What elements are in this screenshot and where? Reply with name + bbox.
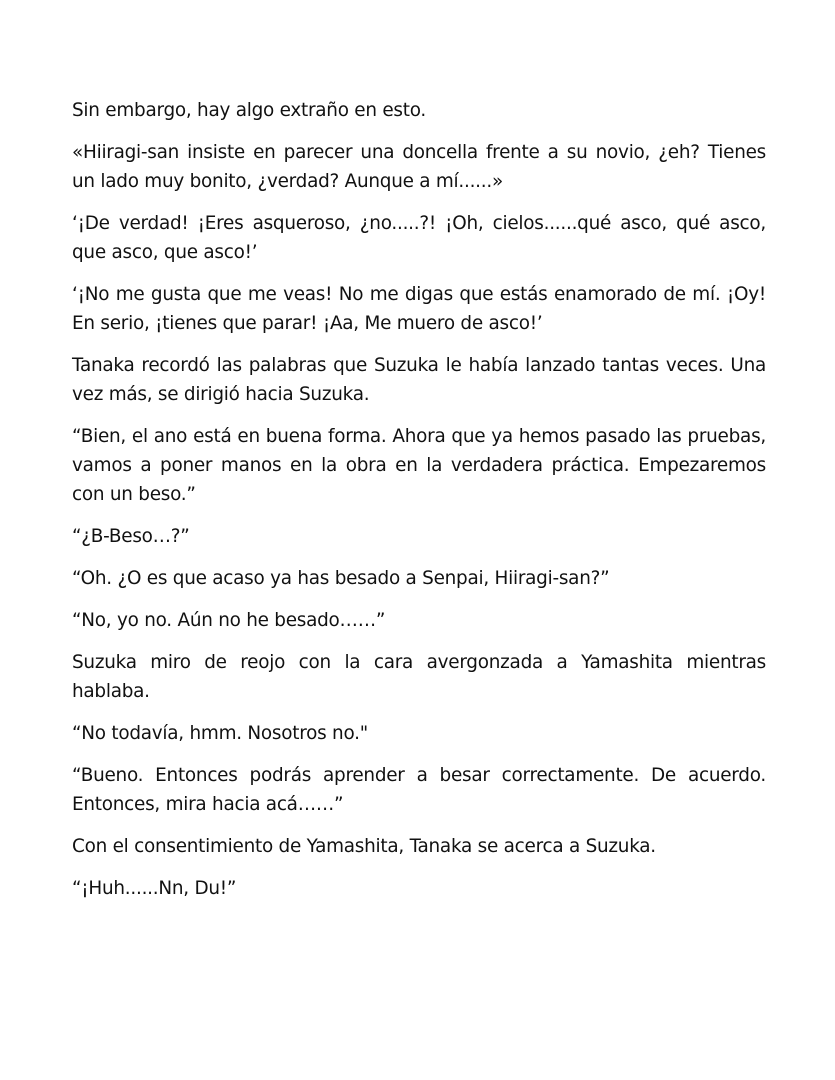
document-page (72, 96, 766, 916)
paragraph: “¡Huh......Nn, Du!” (72, 878, 237, 899)
paragraph: Sin embargo, hay algo extraño en esto. (72, 100, 426, 121)
paragraph: «Hiiragi-san insiste en parecer una doncella frente a su novio, ¿eh? Tienes un lado muy bonito, ¿verdad? Aunque a mí......» (72, 142, 766, 192)
paragraph: ‘¡De verdad! ¡Eres asqueroso, ¿no.....?! ¡Oh, cielos......qué asco, qué asco, que asco, que asco!’ (72, 213, 766, 263)
paragraph: ‘¡No me gusta que me veas! No me digas que estás enamorado de mí. ¡Oy! En serio, ¡tienes que parar! ¡Aa, Me muero de asco!’ (72, 284, 766, 334)
paragraph: Con el consentimiento de Yamashita, Tanaka se acerca a Suzuka. (72, 836, 656, 857)
paragraph: “¿B-Beso…?” (72, 526, 190, 547)
paragraph: Tanaka recordó las palabras que Suzuka le había lanzado tantas veces. Una vez más, se dirigió hacia Suzuka. (72, 355, 766, 405)
paragraph: “Bien, el ano está en buena forma. Ahora que ya hemos pasado las pruebas, vamos a poner manos en la obra en la verdadera práctica. Empezaremos con un beso.” (72, 426, 766, 505)
paragraph: “No todavía, hmm. Nosotros no." (72, 723, 368, 744)
paragraph: “Bueno. Entonces podrás aprender a besar correctamente. De acuerdo. Entonces, mira hacia acá……” (72, 765, 766, 815)
paragraph: “No, yo no. Aún no he besado……” (72, 610, 386, 631)
paragraph: “Oh. ¿O es que acaso ya has besado a Senpai, Hiiragi-san?” (72, 568, 610, 589)
paragraph: Suzuka miro de reojo con la cara avergonzada a Yamashita mientras hablaba. (72, 652, 766, 702)
